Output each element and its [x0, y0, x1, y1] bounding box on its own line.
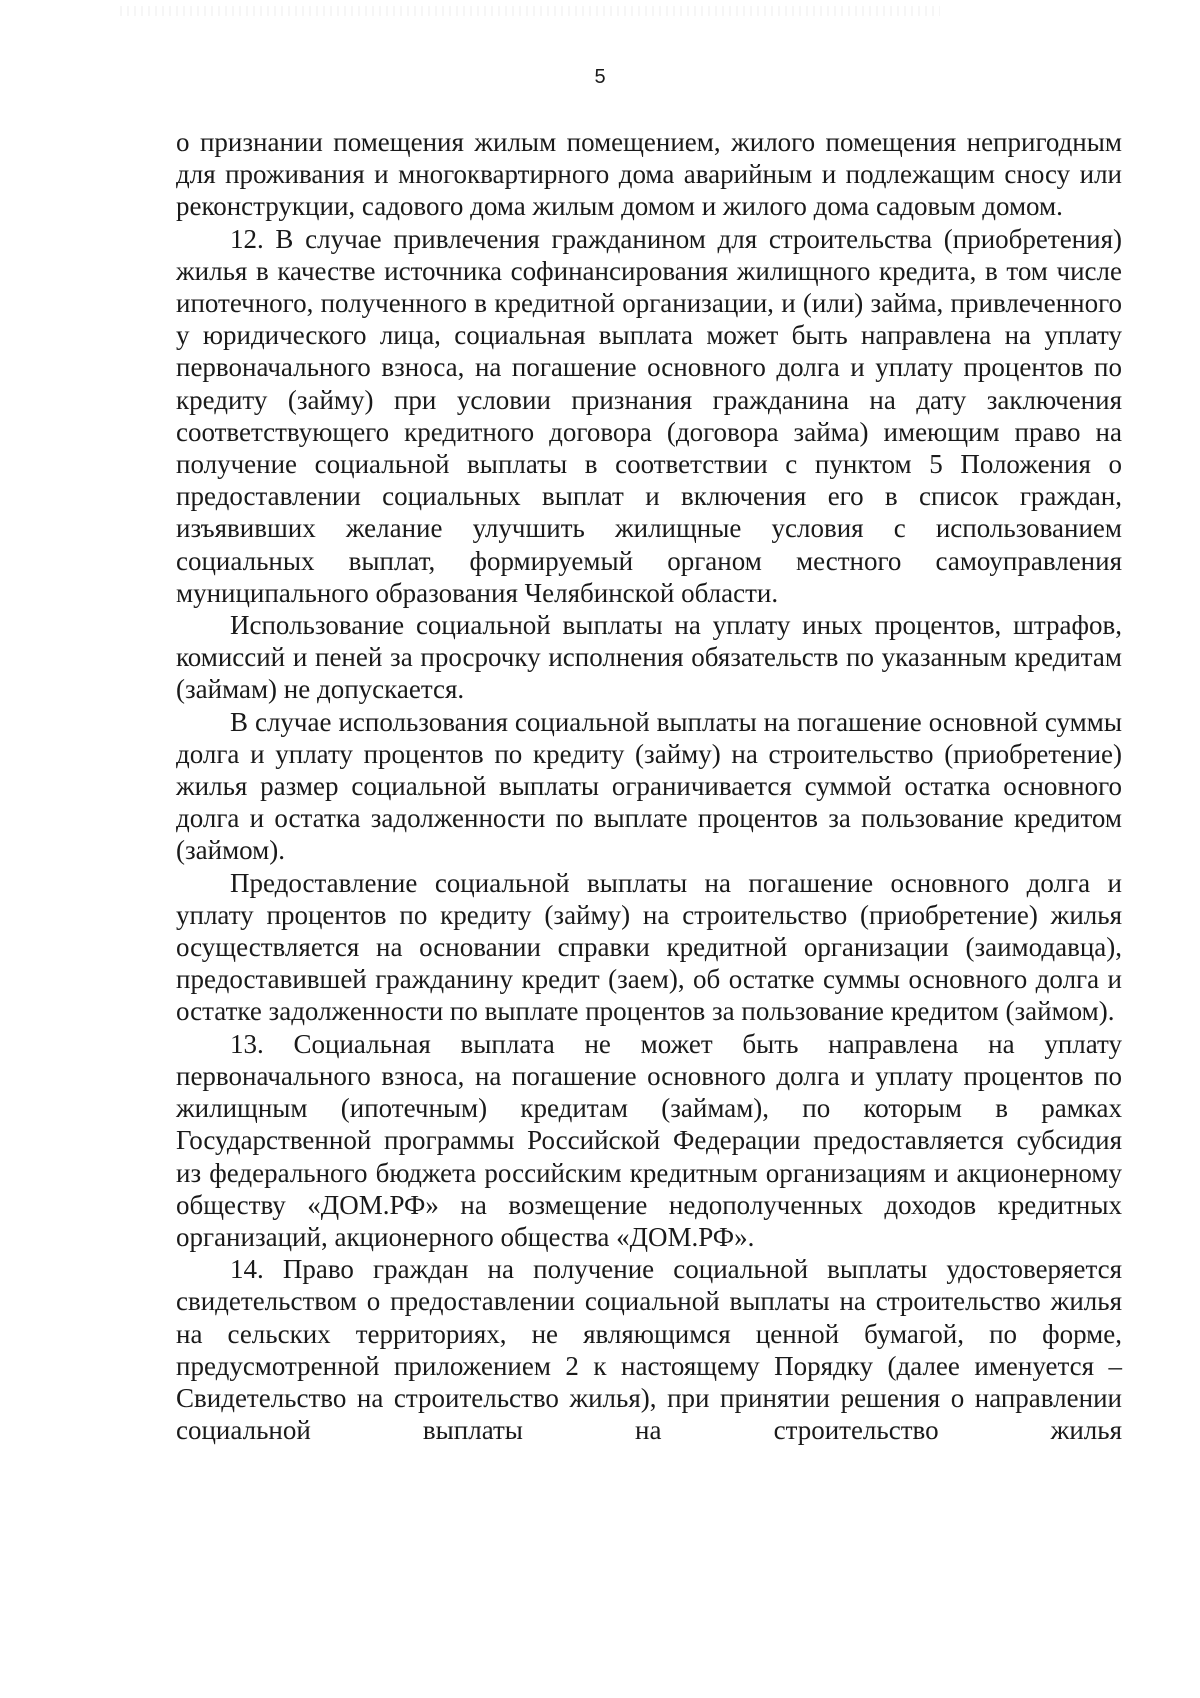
paragraph: Предоставление социальной выплаты на погашение основного долга и уплату процентов по кредиту (займу) на строительство (приобретение) жилья осуществляется на основании справки кредитной организации (заимодавца), предоставившей гражданину кредит (заем), об остатке суммы основного долга и остатке задолженности по выплате процентов за пользование кредитом (займом).: [176, 867, 1122, 1027]
paragraph-item-12: 12. В случае привлечения гражданином для строительства (приобретения) жилья в качестве источника софинансирования жилищного кредита, в том числе ипотечного, полученного в кредитной организации, и (или) займа, привлеченного у юридического лица, социальная выплата может быть направлена на уплату первоначального взноса, на погашение основного долга и уплату процентов по кредиту (займу) при условии признания гражданина на дату заключения соответствующего кредитного договора (договора займа) имеющим право на получение социальной выплаты в соответствии с пунктом 5 Положения о предоставлении социальных выплат и включения его в список граждан, изъявивших желание улучшить жилищные условия с использованием социальных выплат, формируемый органом местного самоуправления муниципального образования Челябинской области.: [176, 223, 1122, 608]
paragraph-item-13: 13. Социальная выплата не может быть направлена на уплату первоначального взноса, на погашение основного долга и уплату процентов по жилищным (ипотечным) кредитам (займам), по которым в рамках Государственной программы Российской Федерации предоставляется субсидия из федерального бюджета российским кредитным организациям и акционерному обществу «ДОМ.РФ» на возмещение недополученных доходов кредитных организаций, акционерного общества «ДОМ.РФ».: [176, 1028, 1122, 1252]
paragraph: о признании помещения жилым помещением, жилого помещения непригодным для проживания и многоквартирного дома аварийным и подлежащим сносу или реконструкции, садового дома жилым домом и жилого дома садовым домом.: [176, 127, 1122, 222]
paragraph: Использование социальной выплаты на уплату иных процентов, штрафов, комиссий и пеней за просрочку исполнения обязательств по указанным кредитам (займам) не допускается.: [176, 610, 1122, 705]
scan-artifact: [120, 6, 940, 16]
paragraph-item-14: 14. Право граждан на получение социальной выплаты удостоверяется свидетельством о предоставлении социальной выплаты на строительство жилья на сельских территориях, не являющимся ценной бумагой, по форме, предусмотренной приложением 2 к настоящему Порядку (далее именуется – Свидетельство на строительство жилья), при принятии решения о направлении социальной выплаты на строительство жилья: [176, 1254, 1122, 1446]
paragraph: В случае использования социальной выплаты на погашение основной суммы долга и уплату процентов по кредиту (займу) на строительство (приобретение) жилья размер социальной выплаты ограничивается суммой остатка основного долга и остатка задолженности по выплате процентов за пользование кредитом (займом).: [176, 706, 1122, 866]
document-body: [176, 126, 1122, 1446]
page-number: 5: [594, 66, 606, 88]
